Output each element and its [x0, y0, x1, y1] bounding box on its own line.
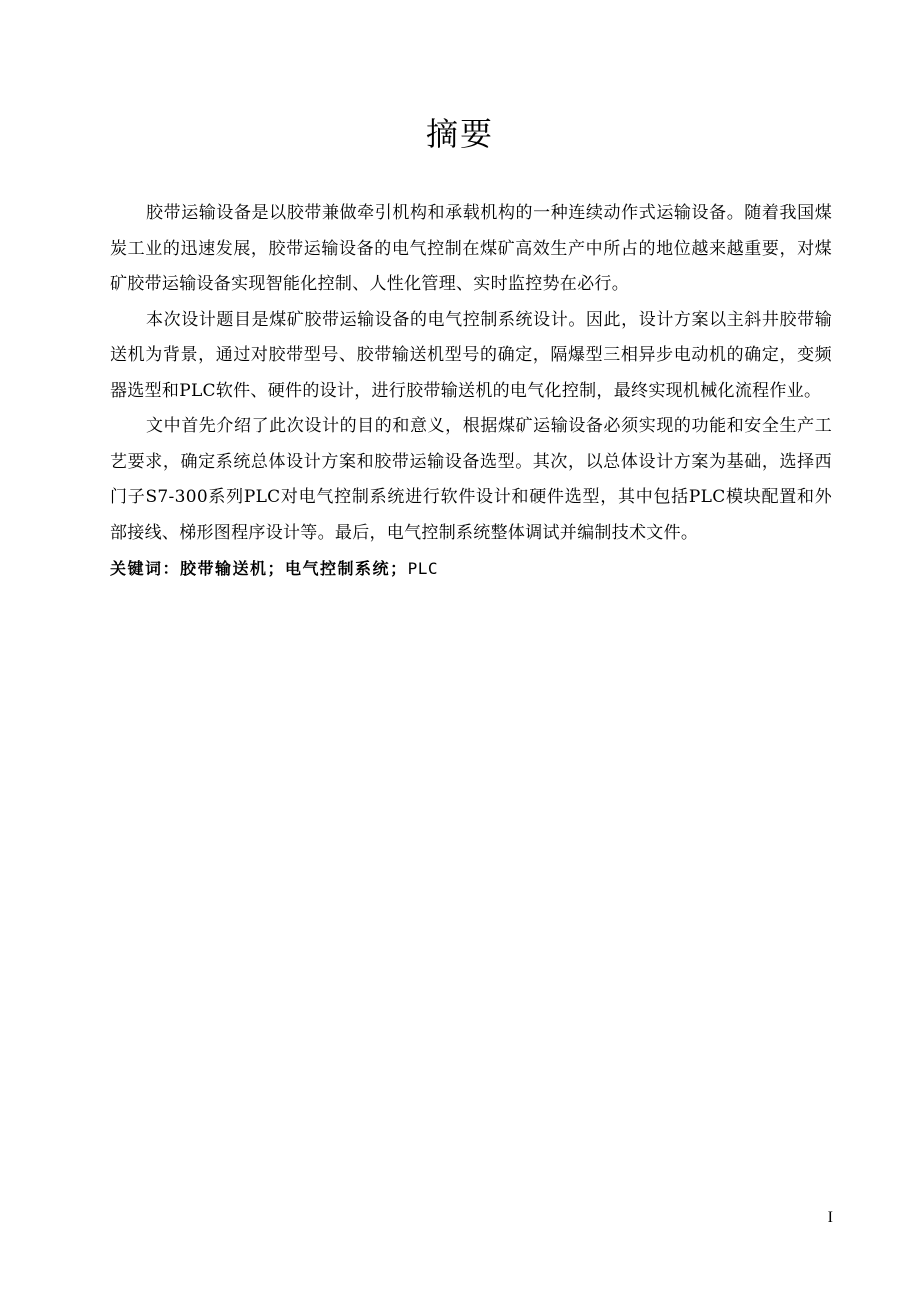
keywords-line	[110, 551, 832, 587]
keyword-separator-2: ；	[390, 559, 408, 578]
keywords-label: 关键词：	[110, 559, 181, 578]
abstract-paragraph-2: 本次设计题目是煤矿胶带运输设备的电气控制系统设计。因此，设计方案以主斜井胶带输送机为背景，通过对胶带型号、胶带输送机型号的确定，隔爆型三相异步电动机的确定，变频器选型和PLC软件、硬件的设计，进行胶带输送机的电气化控制，最终实现机械化流程作业。	[110, 309, 832, 401]
abstract-paragraph-3: 文中首先介绍了此次设计的目的和意义，根据煤矿运输设备必须实现的功能和安全生产工艺要求，确定系统总体设计方案和胶带运输设备选型。其次，以总体设计方案为基础，选择西门子S7-300系列PLC对电气控制系统进行软件设计和硬件选型，其中包括PLC模块配置和外部接线、梯形图程序设计等。最后，电气控制系统整体调试并编制技术文件。	[110, 416, 832, 543]
abstract-title: 摘要	[425, 115, 494, 153]
keyword-separator-1: ；	[267, 559, 286, 578]
abstract-body	[110, 196, 832, 587]
page-number: I	[827, 1209, 833, 1226]
keyword-item-2: 电气控制系统	[285, 559, 391, 578]
keyword-item-1: 胶带输送机	[180, 559, 268, 578]
abstract-paragraph-1: 胶带运输设备是以胶带兼做牵引机构和承载机构的一种连续动作式运输设备。随着我国煤炭工业的迅速发展，胶带运输设备的电气控制在煤矿高效生产中所占的地位越来越重要，对煤矿胶带运输设备实现智能化控制、人性化管理、实时监控势在必行。	[110, 203, 832, 294]
keyword-item-3: PLC	[407, 559, 438, 578]
